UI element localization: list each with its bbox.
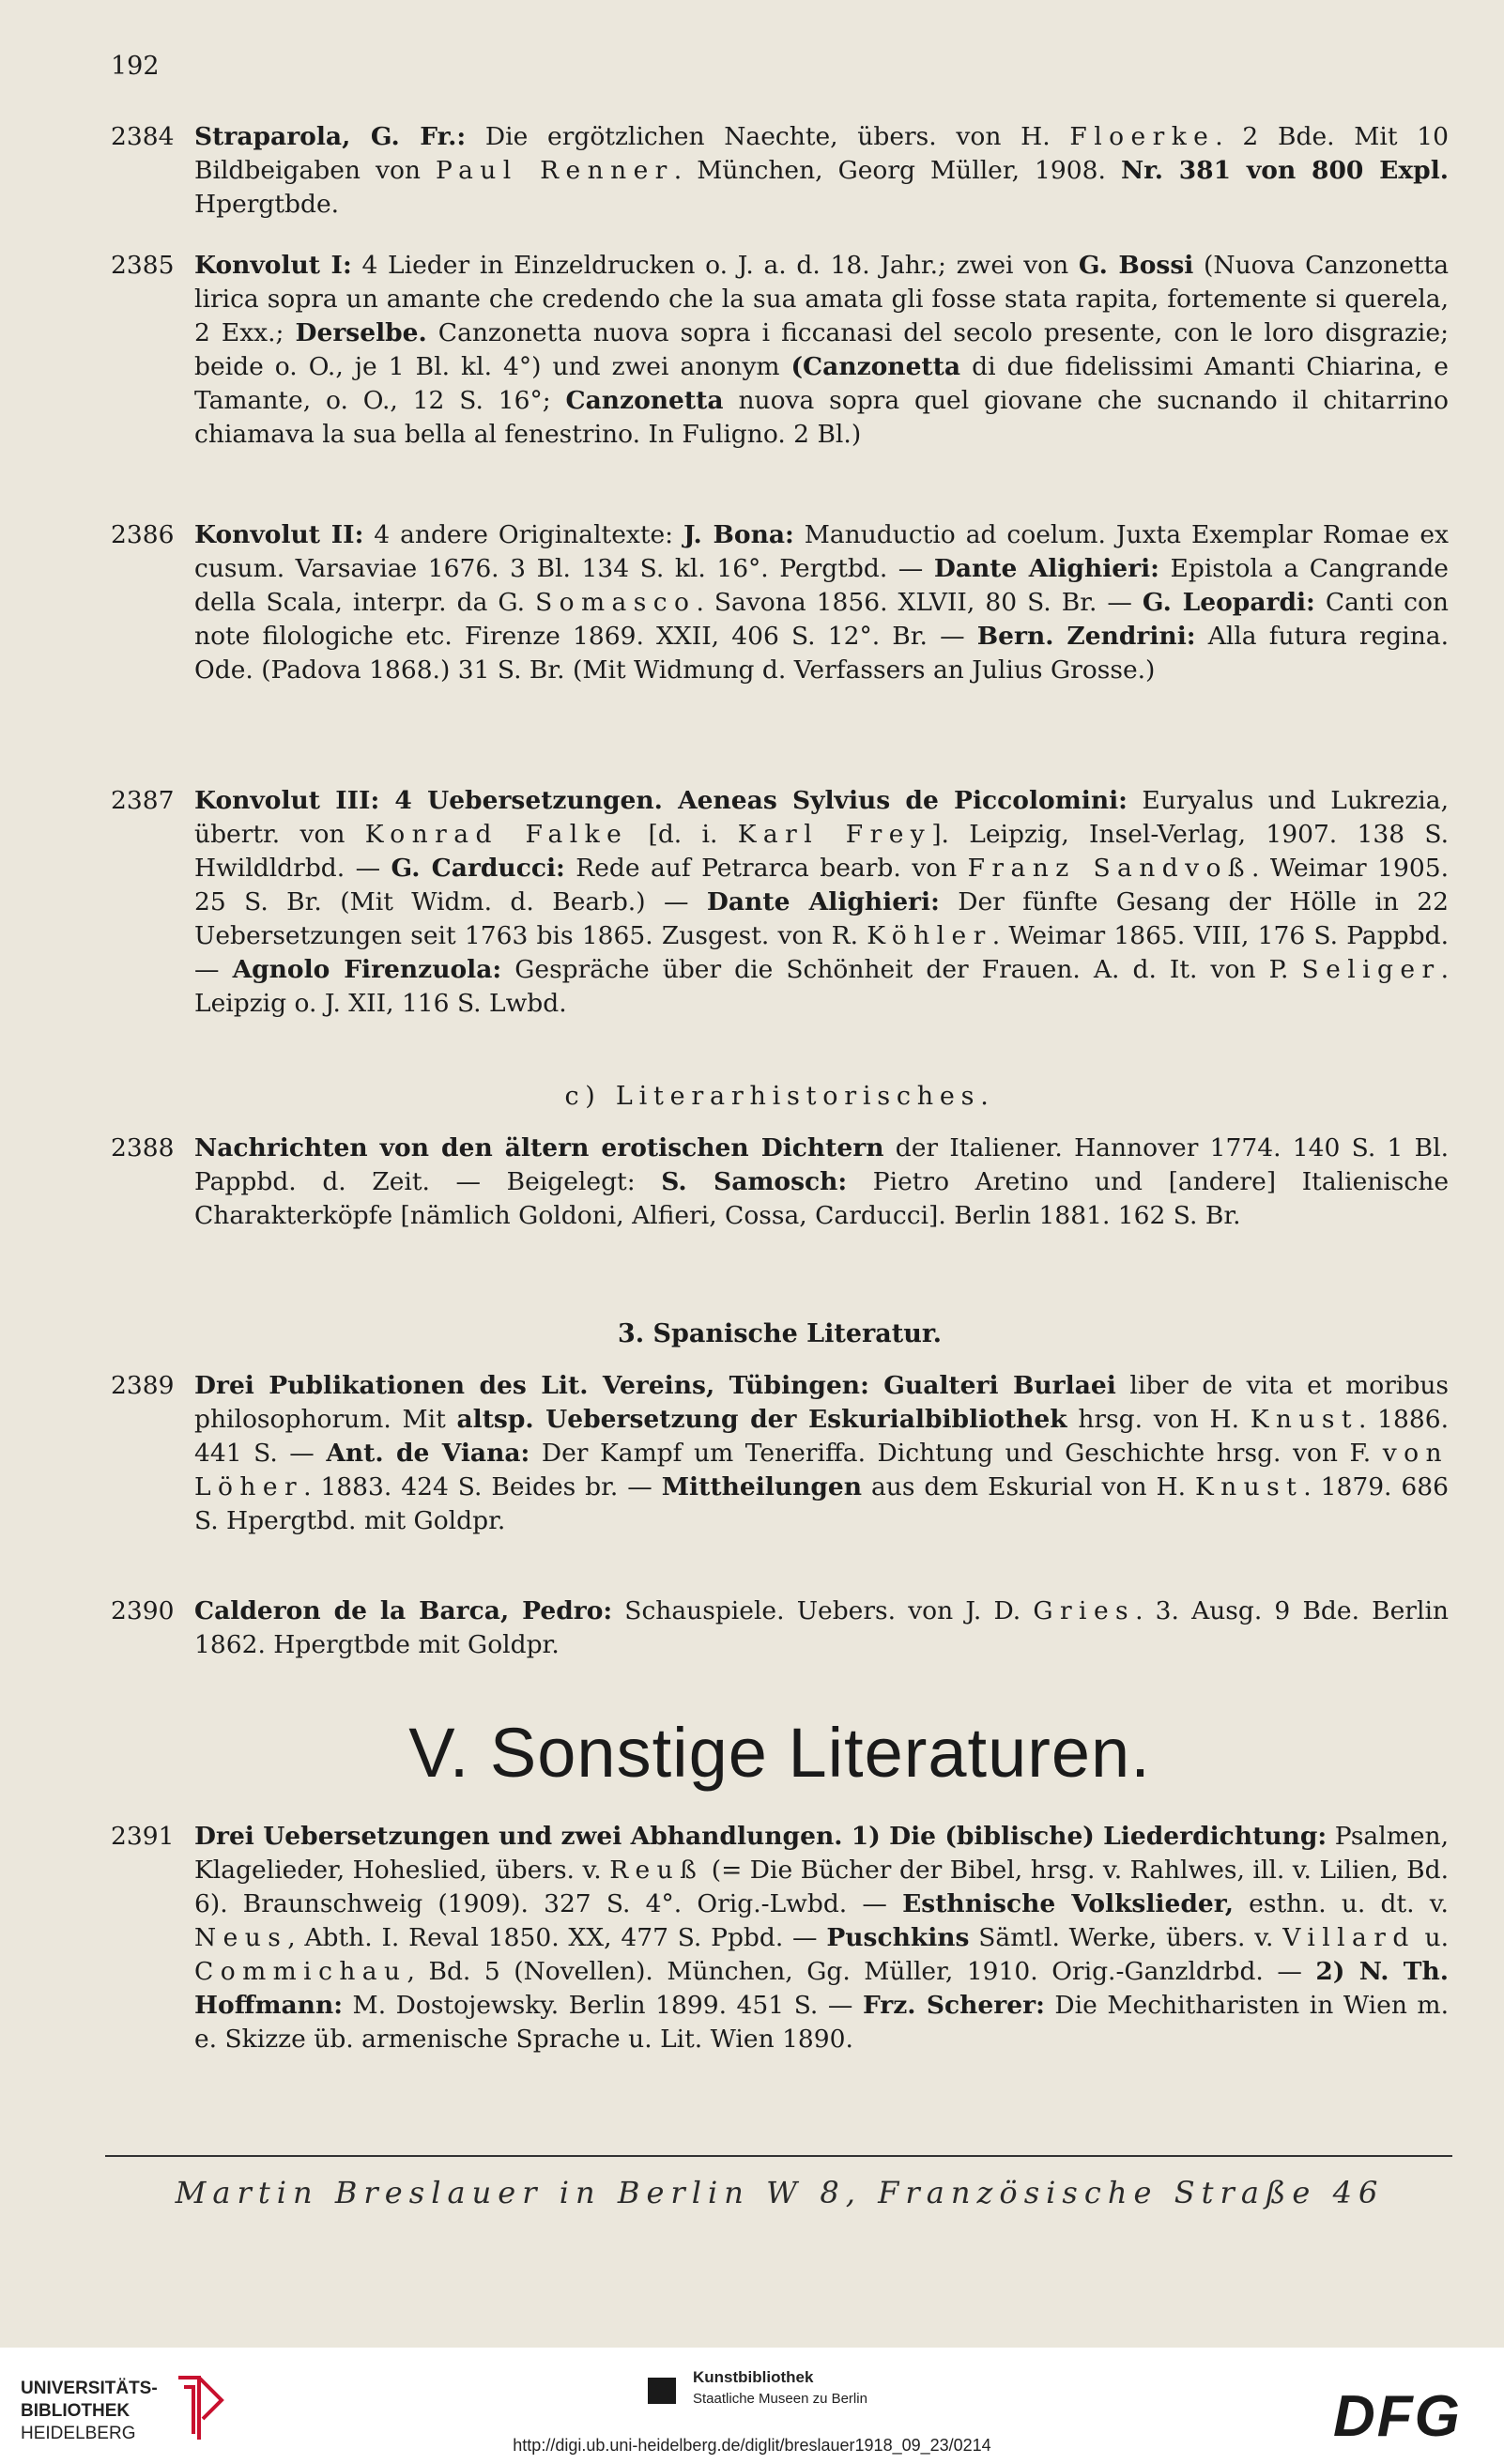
entry-author: Konvolut II: [194, 520, 364, 549]
entry-number: 2391 [111, 1822, 175, 1851]
catalog-entry-2387: 2387 Konvolut III: 4 Uebersetzungen. Aeneas Sylvius de Piccolomini: Euryalus und Lukrezia, übertr. von Konrad Falke [d. i. Karl Frey]. Leipzig, Insel-Verlag, 1907. 138 S. Hwildldrbd. — G. Carducci: Rede auf Petrarca bearb. von Franz Sandvoß. Weimar 1905. 25 S. Br. (Mit Widm. d. Bearb.) — Dante Alighieri: Der fünfte Gesang der Hölle in 22 Uebersetzungen seit 1763 bis 1865. Zusgest. von R. Köhler. Weimar 1865. VIII, 176 S. Pappbd. — Agnolo Firenzuola: Gespräche über die Schönheit der Frauen. A. d. It. von P. Seliger. Leipzig o. J. XII, 116 S. Lwbd. [111, 786, 1449, 1018]
heidelberg-emblem-icon [171, 2372, 229, 2445]
catalog-entry-2386: 2386 Konvolut II: 4 andere Originaltexte: J. Bona: Manuductio ad coelum. Juxta Exemplar Romae ex cusum. Varsaviae 1676. 3 Bl. 134 S. kl. 16°. Pergtbd. — Dante Alighieri: Epistola a Cangrande della Scala, interpr. da G. Somasco. Savona 1856. XLVII, 80 S. Br. — G. Leopardi: Canti con note filologiche etc. Firenze 1869. XXII, 406 S. 12°. Br. — Bern. Zendrini: Alla futura regina. Ode. (Padova 1868.) 31 S. Br. (Mit Widmung d. Verfassers an Julius Grosse.) [111, 520, 1449, 685]
catalog-entry-2384: 2384 Straparola, G. Fr.: Die ergötzlichen Naechte, übers. von H. Floerke. 2 Bde. Mit 10 Bildbeigaben von Paul Renner. München, Georg Müller, 1908. Nr. 381 von 800 Expl. Hpergtbde. [111, 122, 1449, 219]
entry-number: 2390 [111, 1596, 175, 1625]
entry-author: Straparola, G. Fr.: [194, 122, 467, 151]
publisher-footer: Martin Breslauer in Berlin W 8, Französische Straße 46 [175, 2175, 1385, 2210]
heidelberg-library-logo[interactable]: UNIVERSITÄTS- BIBLIOTHEK HEIDELBERG [21, 2378, 158, 2445]
catalog-entry-2390: 2390 Calderon de la Barca, Pedro: Schauspiele. Uebers. von J. D. Gries. 3. Ausg. 9 Bde. Berlin 1862. Hpergtbde mit Goldpr. [111, 1596, 1449, 1659]
entry-author: Nachrichten von den ältern erotischen Dichtern [194, 1133, 884, 1163]
entry-author: Drei Publikationen des Lit. Vereins, Tübingen: Gualteri Burlaei [194, 1371, 1116, 1400]
entry-number: 2389 [111, 1371, 175, 1400]
page-number: 192 [111, 52, 160, 81]
entry-author: Konvolut III: 4 Uebersetzungen. Aeneas Sylvius de Piccolomini: [194, 786, 1128, 815]
entry-number: 2386 [111, 520, 175, 549]
entry-author: Calderon de la Barca, Pedro: [194, 1596, 613, 1625]
catalog-entry-2388: 2388 Nachrichten von den ältern erotischen Dichtern der Italiener. Hannover 1774. 140 S. 1 Bl. Pappbd. d. Zeit. — Beigelegt: S. Samosch: Pietro Aretino und [andere] Italienische Charakterköpfe [nämlich Goldoni, Alfieri, Cossa, Carducci]. Berlin 1881. 162 S. Br. [111, 1133, 1450, 1230]
kunstbibliothek-mark-icon [648, 2378, 676, 2404]
chapter-heading: V. Sonstige Literaturen. [408, 1714, 1151, 1792]
catalog-entry-2391: 2391 Drei Uebersetzungen und zwei Abhandlungen. 1) Die (biblische) Liederdichtung: Psalmen, Klagelieder, Hoheslied, übers. v. Reuß (= Die Bücher der Bibel, hrsg. v. Rahlwes, ill. v. Lilien, Bd. 6). Braunschweig (1909). 327 S. 4°. Orig.-Lwbd. — Esthnische Volkslieder, esthn. u. dt. v. Neus, Abth. I. Reval 1850. XX, 477 S. Ppbd. — Puschkins Sämtl. Werke, übers. v. Villard u. Commichau, Bd. 5 (Novellen). München, Gg. Müller, 1910. Orig.-Ganzldrbd. — 2) N. Th. Hoffmann: M. Dostojewsky. Berlin 1899. 451 S. — Frz. Scherer: Die Mechitharisten in Wien m. e. Skizze üb. armenische Sprache u. Lit. Wien 1890. [111, 1822, 1449, 2054]
entry-number: 2388 [111, 1133, 175, 1163]
source-url-link[interactable]: http://digi.ub.uni-heidelberg.de/diglit/breslauer1918_09_23/0214 [513, 2436, 991, 2455]
entry-number: 2385 [111, 251, 175, 280]
section-heading-literarhistorisches: c) Literarhistorisches. [564, 1082, 995, 1111]
dfg-logo[interactable]: DFG [1333, 2384, 1462, 2449]
entry-author: Konvolut I: [194, 251, 352, 280]
entry-number: 2387 [111, 786, 175, 815]
footer-divider [105, 2155, 1452, 2157]
entry-number: 2384 [111, 122, 175, 151]
entry-author: Drei Uebersetzungen und zwei Abhandlungen. 1) Die (biblische) Liederdichtung: [194, 1822, 1328, 1851]
section-heading-spanisch: 3. Spanische Literatur. [617, 1319, 943, 1348]
catalog-entry-2385: 2385 Konvolut I: 4 Lieder in Einzeldrucken o. J. a. d. 18. Jahr.; zwei von G. Bossi (Nuova Canzonetta lirica sopra un amante che credendo che la sua amata gli fosse stata rapita, fortemente si querela, 2 Exx.; Derselbe. Canzonetta nuova sopra i ficcanasi del secolo presente, con le loro disgrazie; beide o. O., je 1 Bl. kl. 4°) und zwei anonym (Canzonetta di due fidelissimi Amanti Chiarina, e Tamante, o. O., 12 S. 16°; Canzonetta nuova sopra quel giovane che sucnando il chitarrino chiamava la sua bella al fenestrino. In Fuligno. 2 Bl.) [111, 251, 1449, 449]
catalog-entry-2389: 2389 Drei Publikationen des Lit. Vereins, Tübingen: Gualteri Burlaei liber de vita et moribus philosophorum. Mit altsp. Uebersetzung der Eskurialbibliothek hrsg. von H. Knust. 1886. 441 S. — Ant. de Viana: Der Kampf um Teneriffa. Dichtung und Geschichte hrsg. von F. von Löher. 1883. 424 S. Beides br. — Mittheilungen aus dem Eskurial von H. Knust. 1879. 686 S. Hpergtbd. mit Goldpr. [111, 1371, 1450, 1535]
